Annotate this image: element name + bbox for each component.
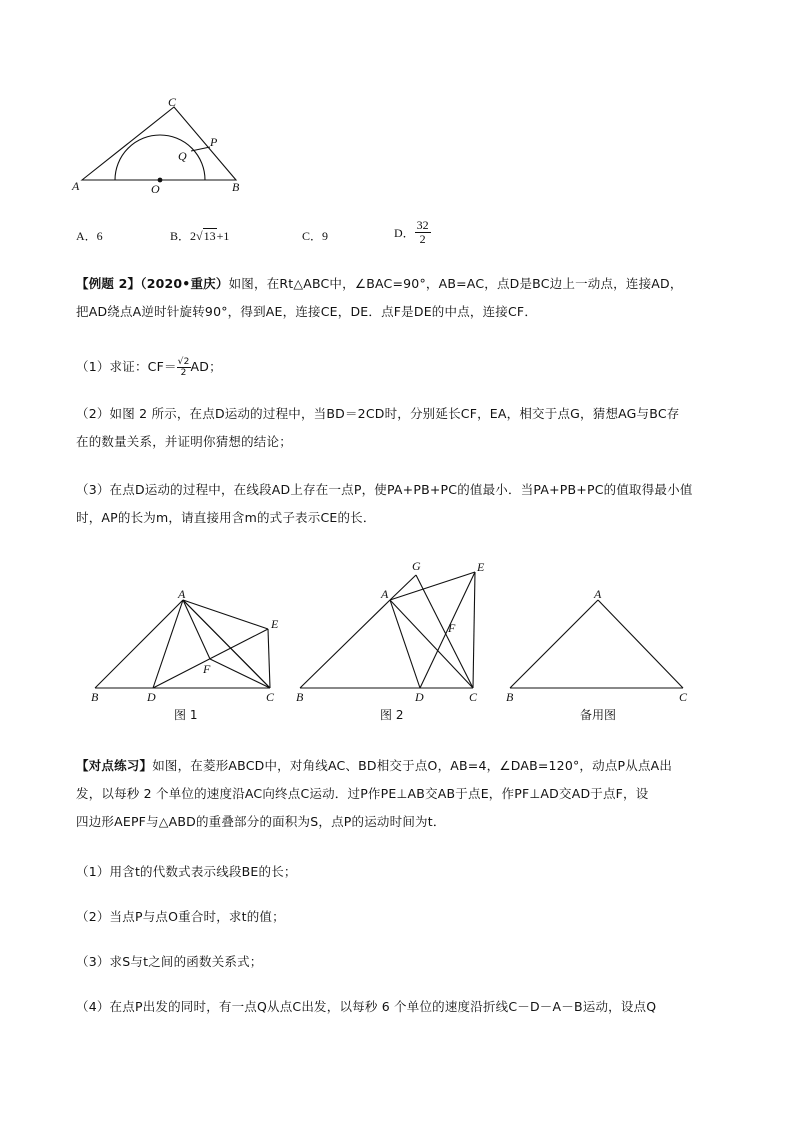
figures-row xyxy=(80,555,720,730)
figure-2 xyxy=(296,559,485,722)
practice-q1: （1）用含t的代数式表示线段BE的长； xyxy=(76,864,297,879)
fig2-label-b: B xyxy=(296,690,304,704)
fig2-caption: 图 2 xyxy=(380,708,404,722)
fig2-label-c: C xyxy=(469,690,478,704)
fig3-label-a: A xyxy=(594,587,602,601)
practice-statement: 【对点练习】如图，在菱形ABCD中，对角线AC、BD相交于点O，AB=4，∠DAB=120°，动点P从点A出 发，以每秒 2 个单位的速度沿AC向终点C运动．过P作PE⊥AB交AB于点E，作PF⊥AD交AD于点F，设 四边形AEPF与△ABD的重叠部分的面积为S，点P的运动时间为t． xyxy=(76,758,673,829)
label-o: O xyxy=(151,182,160,196)
figure-spare xyxy=(506,587,688,722)
option-d[interactable]: D． $\frac{32}{2}$ xyxy=(394,218,429,246)
example2-q3: （3）在点D运动的过程中，在线段AD上存在一点P，使PA+PB+PC的值最小．当PA+PB+PC的值取得最小值 时，AP的长为m，请直接用含m的式子表示CE的长． xyxy=(76,482,693,525)
fig3-label-b: B xyxy=(506,690,514,704)
semicircle xyxy=(115,135,205,180)
label-b: B xyxy=(232,180,240,194)
label-q: Q xyxy=(178,149,187,163)
figure-triangle-semicircle xyxy=(60,90,260,205)
fig3-caption: 备用图 xyxy=(580,708,617,722)
segment-qp xyxy=(191,147,210,151)
practice-tag: 【对点练习】 xyxy=(76,758,153,773)
option-b[interactable]: B．2√13+1 xyxy=(170,229,230,243)
option-a[interactable]: A．6 xyxy=(76,229,103,243)
fraction-d: $\frac{32}{2}$ xyxy=(416,218,429,246)
fig2-label-e: E xyxy=(477,560,485,574)
fraction-sqrt2-over-2: $\frac{√2}{2}$ xyxy=(177,357,190,378)
fig1-label-c: C xyxy=(266,690,275,704)
fig1-caption: 图 1 xyxy=(174,708,198,722)
label-a: A xyxy=(72,179,80,193)
fig1-label-f: F xyxy=(203,662,211,676)
fig2-label-g: G xyxy=(412,559,421,573)
answer-options xyxy=(76,218,716,252)
example2-statement: 【例题 2】（2020•重庆）如图，在Rt△ABC中，∠BAC=90°，AB=AC，点D是BC边上一动点，连接AD， 把AD绕点A逆时针旋转90°，得到AE，连接CE，DE．点F是DE的中点，连接CF． xyxy=(76,276,683,319)
practice-q3: （3）求S与t之间的函数关系式； xyxy=(76,954,263,969)
label-c: C xyxy=(168,95,177,109)
practice-q4: （4）在点P出发的同时，有一点Q从点C出发，以每秒 6 个单位的速度沿折线C－D－A－B运动，设点Q xyxy=(76,999,657,1014)
label-p: P xyxy=(210,135,218,149)
fig1-label-d: D xyxy=(147,690,156,704)
fig2-label-a: A xyxy=(381,587,389,601)
sqrt-symbol: √ xyxy=(196,229,203,243)
example2-tag: 【例题 2】（2020•重庆） xyxy=(76,276,229,291)
fig1-label-e: E xyxy=(271,617,279,631)
example2-q1: （1）求证：CF＝ $\frac{√2}{2}AD$； xyxy=(76,357,222,378)
fig3-label-c: C xyxy=(679,690,688,704)
example2-q2: （2）如图 2 所示，在点D运动的过程中，当BD＝2CD时，分别延长CF，EA，相交于点G，猜想AG与BC存 在的数量关系，并证明你猜想的结论； xyxy=(76,406,680,449)
practice-q2: （2）当点P与点O重合时，求t的值； xyxy=(76,909,285,924)
fig2-label-d: D xyxy=(415,690,424,704)
option-c[interactable]: C．9 xyxy=(302,229,329,243)
figure-1 xyxy=(91,587,279,722)
fig1-label-b: B xyxy=(91,690,99,704)
fig2-label-f: F xyxy=(448,621,456,635)
fig1-label-a: A xyxy=(178,587,186,601)
